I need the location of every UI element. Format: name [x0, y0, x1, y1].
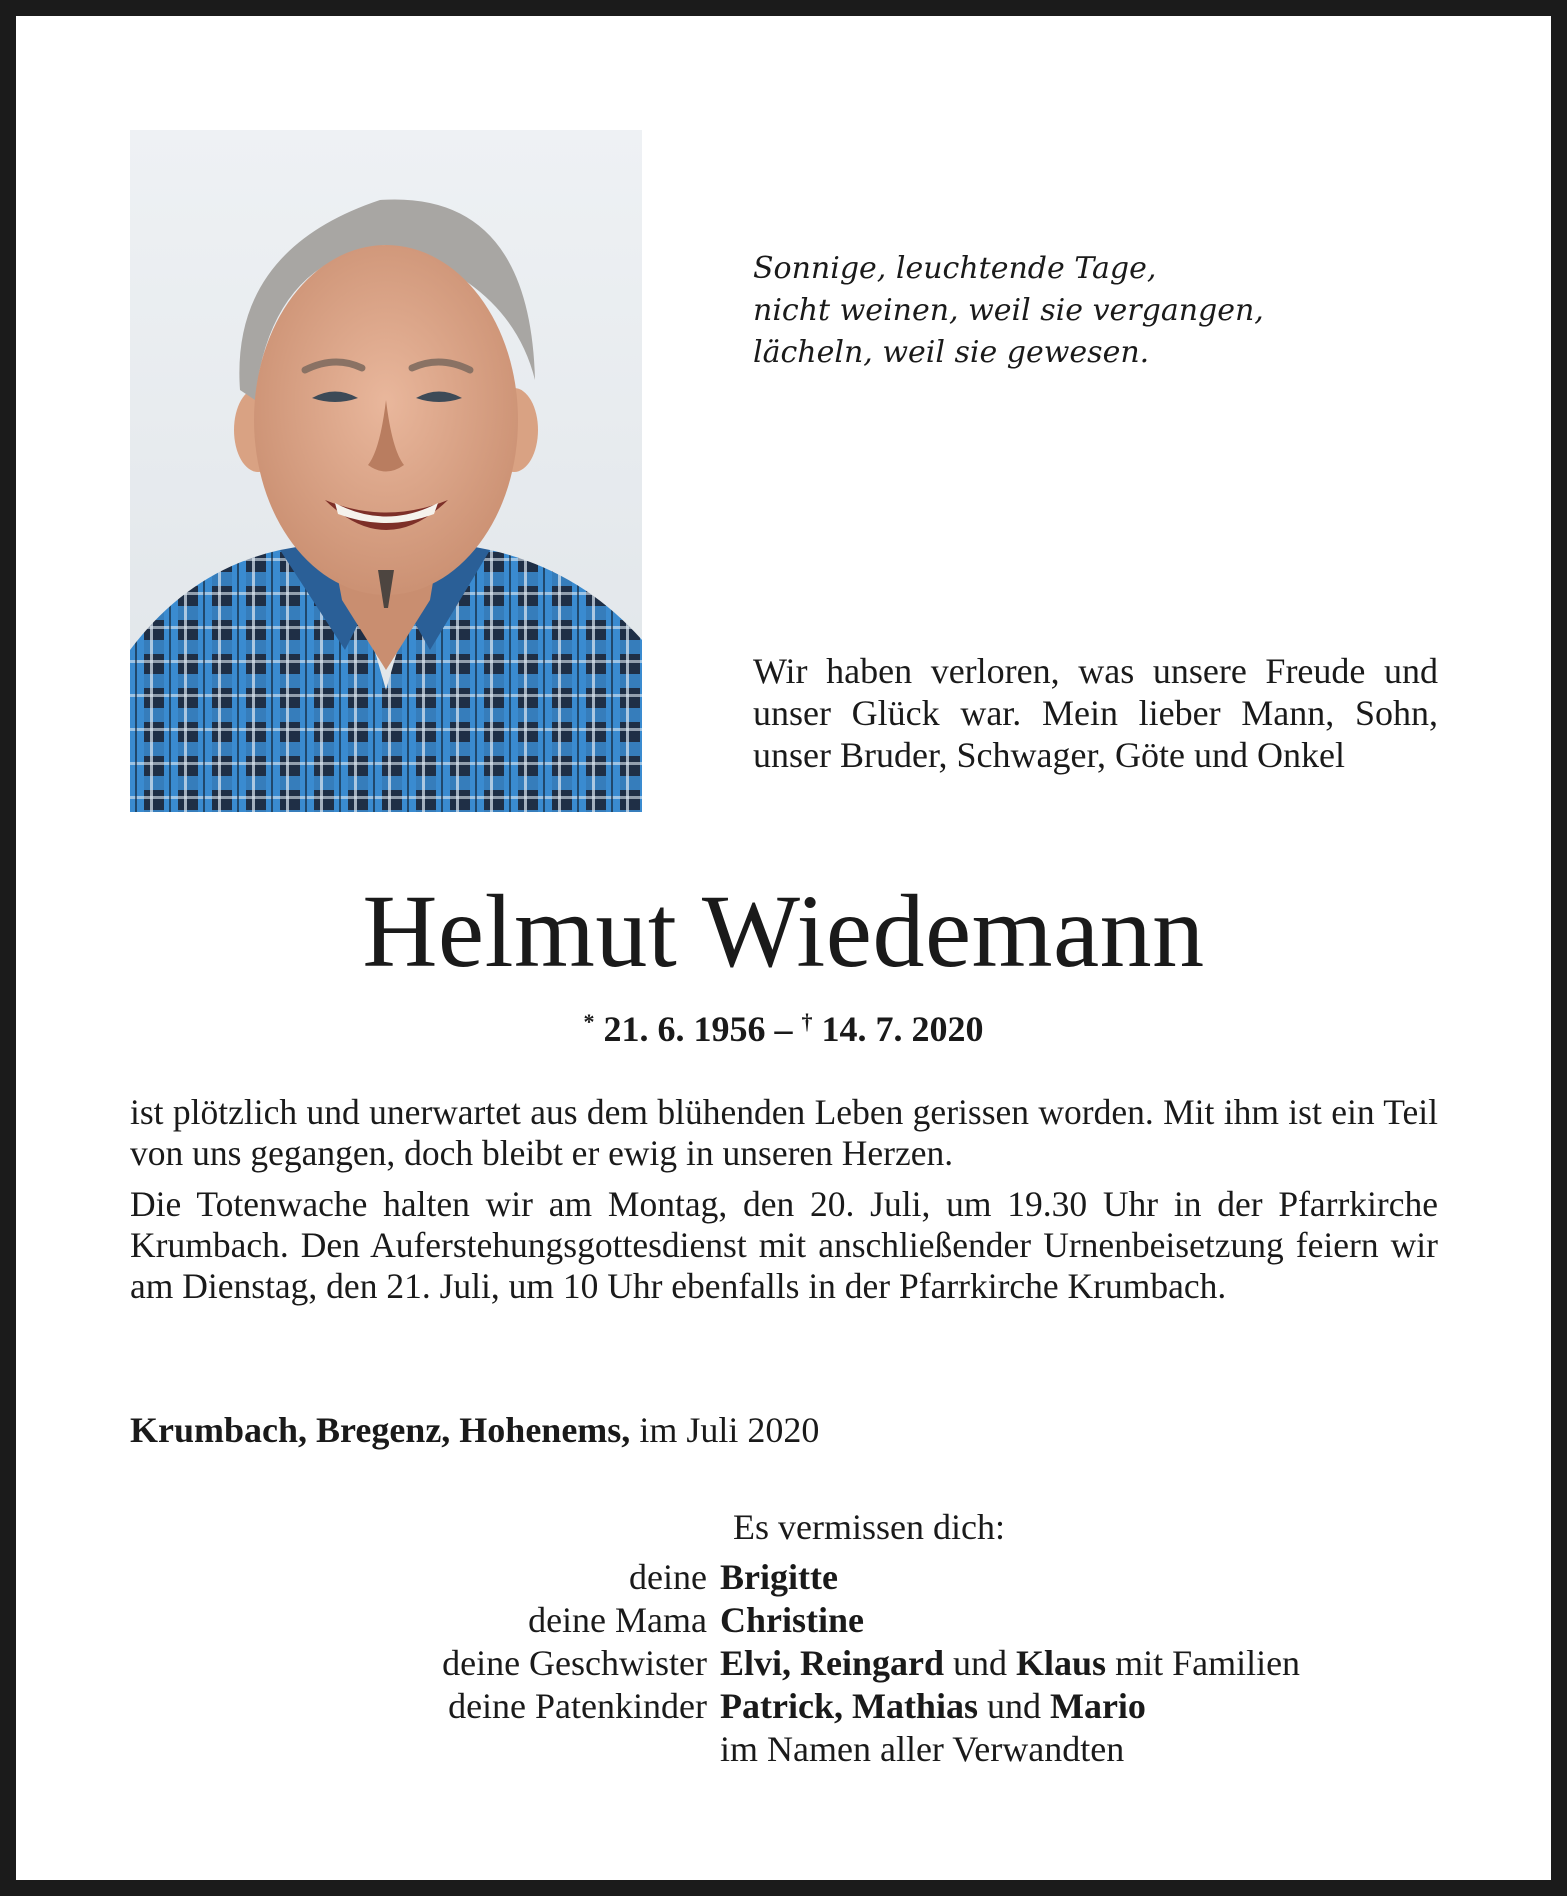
life-dates [0, 1000, 1567, 1051]
memorial-quote [753, 248, 1453, 374]
birth-date: 21. 6. 1956 [603, 1009, 766, 1049]
mourner-name: Patrick, Mathias [720, 1686, 978, 1726]
mourner-row [300, 1599, 1500, 1642]
obituary-body [130, 1092, 1438, 1317]
deceased-name: Helmut Wiedemann [362, 874, 1205, 989]
portrait-photo [130, 130, 642, 812]
quote-line: lächeln, weil sie gewesen. [753, 335, 1150, 370]
mourners-heading: Es vermissen dich: [733, 1507, 1005, 1547]
intro-text: Wir haben verloren, was unsere Freude und unser Glück war. Mein lieber Mann, Sohn, unser Bruder, Schwager, Göte und Onkel [753, 651, 1438, 775]
date-separator: – [765, 1009, 802, 1049]
mourner-joiner: und [953, 1643, 1008, 1683]
body-paragraph: ist plötzlich und unerwartet aus dem blühenden Leben gerissen worden. Mit ihm ist ein Teil von uns gegangen, doch bleibt er ewig in unseren Herzen. [130, 1092, 1438, 1173]
mourner-name: Klaus [1016, 1643, 1107, 1683]
mourner-name: Mario [1049, 1686, 1146, 1726]
mourner-row [300, 1642, 1500, 1685]
mourner-relation [300, 1728, 720, 1771]
quote-line: Sonnige, leuchtende Tage, [753, 251, 1157, 286]
mourner-relation: deine Geschwister [442, 1643, 707, 1683]
place-date-line [130, 1408, 1430, 1452]
notice-date: im Juli 2020 [639, 1410, 820, 1450]
mourner-suffix: mit Familien [1115, 1643, 1301, 1683]
mourner-relation: deine [629, 1557, 707, 1597]
mourners-list [300, 1556, 1500, 1771]
mourner-row [300, 1556, 1500, 1599]
body-paragraph: Die Totenwache halten wir am Montag, den 20. Juli, um 19.30 Uhr in der Pfarrkirche Krumbach. Den Auferstehungsgottesdienst mit anschließender Urnenbeisetzung feiern wir am Dienstag, den 21. Juli, um 10 Uhr ebenfalls in der Pfarrkirche Krumbach. [130, 1184, 1438, 1306]
mourner-closing: im Namen aller Verwandten [720, 1729, 1125, 1769]
mourner-name: Christine [720, 1600, 864, 1640]
places: Krumbach, Bregenz, Hohenems, [130, 1410, 631, 1450]
death-symbol: † [801, 1009, 813, 1034]
mourner-name: Elvi, Reingard [720, 1643, 945, 1683]
mourner-joiner: und [986, 1686, 1041, 1726]
mourner-row [300, 1685, 1500, 1728]
death-date: 14. 7. 2020 [821, 1009, 984, 1049]
mourner-row [300, 1728, 1500, 1771]
mourner-relation: deine Patenkinder [448, 1686, 707, 1726]
mourner-name: Brigitte [720, 1557, 838, 1597]
portrait-illustration [130, 130, 642, 812]
birth-symbol: * [583, 1009, 595, 1034]
mourner-relation: deine Mama [528, 1600, 707, 1640]
quote-line: nicht weinen, weil sie vergangen, [753, 293, 1264, 328]
